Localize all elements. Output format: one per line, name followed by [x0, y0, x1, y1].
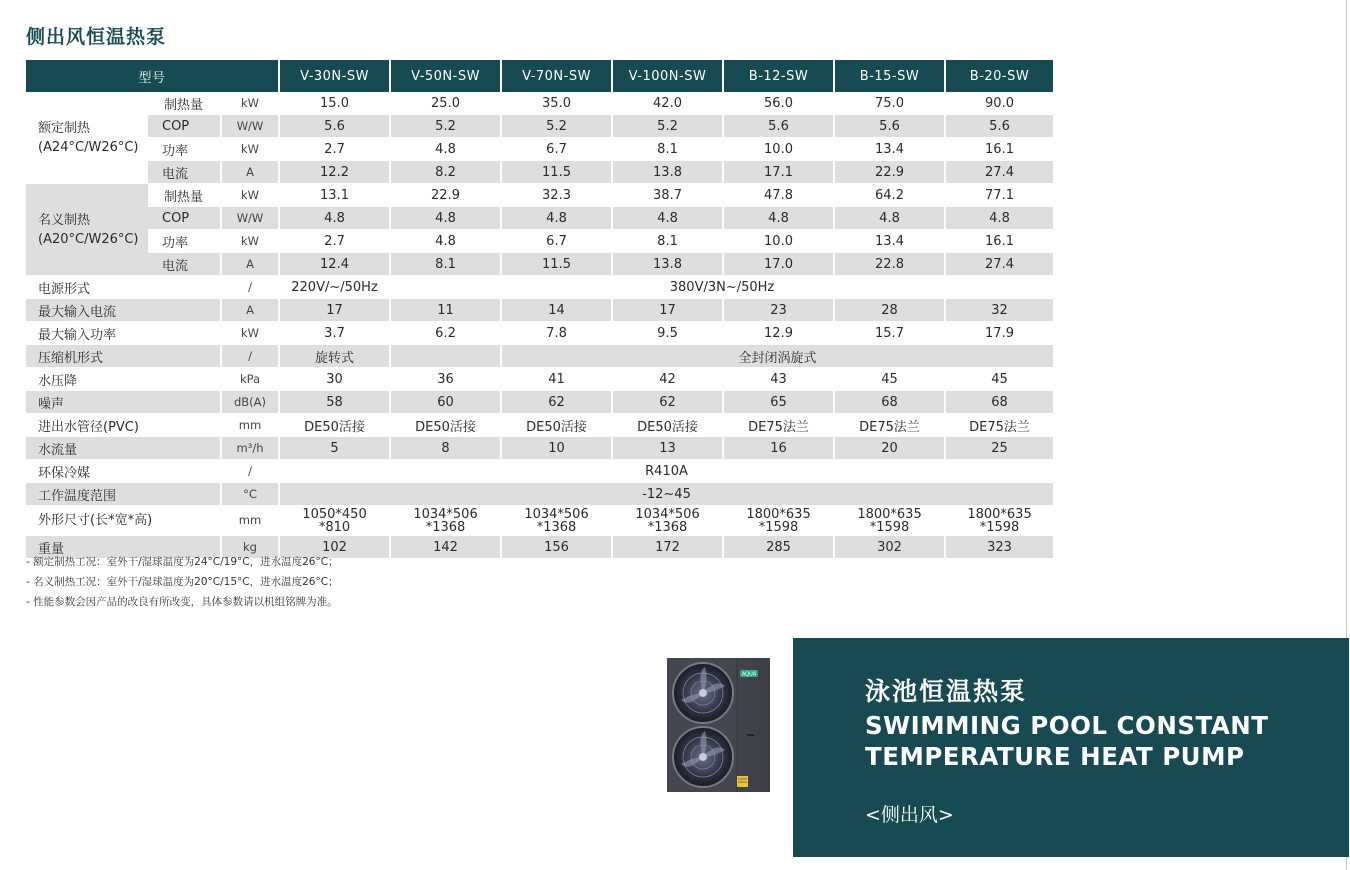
- cell: 8: [389, 437, 500, 460]
- cell: 12.4: [278, 253, 389, 276]
- row-label: 电源形式: [26, 276, 220, 299]
- banner-title-cn: 泳池恒温热泵: [865, 677, 1028, 706]
- cell: 64.2: [833, 184, 944, 207]
- cell: 17.9: [944, 322, 1053, 345]
- cell: DE50活接: [500, 414, 611, 437]
- cell: 68: [833, 391, 944, 414]
- product-banner: [793, 638, 1349, 857]
- cell: 5.2: [389, 115, 500, 138]
- cell: 16.1: [944, 138, 1053, 161]
- cell: 45: [944, 368, 1053, 391]
- cell: 62: [500, 391, 611, 414]
- cell: 17: [278, 299, 389, 322]
- row-unit: A: [220, 299, 278, 322]
- row-unit: kW: [220, 184, 278, 207]
- cell: 302: [833, 536, 944, 559]
- row-unit: kW: [220, 92, 278, 115]
- cell: 36: [389, 368, 500, 391]
- cell: 4.8: [611, 207, 722, 230]
- table-row-refrigerant: [26, 460, 1053, 483]
- row-label: 水流量: [26, 437, 220, 460]
- cell: 22.9: [389, 184, 500, 207]
- cell: 41: [500, 368, 611, 391]
- cell: 16.1: [944, 230, 1053, 253]
- cell: 12.9: [722, 322, 833, 345]
- row-unit: W/W: [220, 207, 278, 230]
- cell: 8.1: [389, 253, 500, 276]
- row-label: 电流: [148, 161, 220, 184]
- row-unit: /: [220, 460, 278, 483]
- cell: 13.4: [833, 138, 944, 161]
- fan-icon: [673, 663, 733, 723]
- table-row-power-supply: [26, 276, 1053, 299]
- row-label: 最大输入功率: [26, 322, 220, 345]
- cell: 60: [389, 391, 500, 414]
- row-label: COP: [148, 115, 220, 138]
- table-row: [26, 299, 1053, 322]
- cell: 5.6: [722, 115, 833, 138]
- row-label: 工作温度范围: [26, 483, 220, 506]
- footnote: - 额定制热工况：室外干/湿球温度为24°C/19°C，进水温度26°C；: [26, 556, 339, 568]
- dim-line: *810: [318, 519, 351, 535]
- cell: 2.7: [278, 138, 389, 161]
- header-model: B-20-SW: [944, 60, 1053, 92]
- banner-title-en: [865, 710, 1269, 772]
- cell: 285: [722, 536, 833, 559]
- row-unit: kPa: [220, 368, 278, 391]
- row-unit: A: [220, 253, 278, 276]
- cell: DE75法兰: [722, 414, 833, 437]
- cell: 13: [611, 437, 722, 460]
- cell-merged: -12~45: [278, 483, 1053, 506]
- cell: 16: [722, 437, 833, 460]
- row-unit: kW: [220, 322, 278, 345]
- row-unit: m³/h: [220, 437, 278, 460]
- table-row: [26, 391, 1053, 414]
- cell: 47.8: [722, 184, 833, 207]
- cell: 32: [944, 299, 1053, 322]
- dim-line: 1800*635: [967, 506, 1032, 522]
- dim-line: 1034*506: [413, 506, 478, 522]
- cell: [944, 506, 1053, 536]
- cell: 4.8: [722, 207, 833, 230]
- cell: [611, 506, 722, 536]
- cell: DE50活接: [611, 414, 722, 437]
- cell: 20: [833, 437, 944, 460]
- cell: 35.0: [500, 92, 611, 115]
- dim-line: 1800*635: [857, 506, 922, 522]
- cell: 4.8: [389, 207, 500, 230]
- cell: 42: [611, 368, 722, 391]
- cell: 6.7: [500, 138, 611, 161]
- row-unit: /: [220, 345, 278, 368]
- cell: 8.2: [389, 161, 500, 184]
- cell: 旋转式: [278, 345, 389, 368]
- header-model: V-30N-SW: [278, 60, 389, 92]
- cell: 5.2: [611, 115, 722, 138]
- cell: 4.8: [833, 207, 944, 230]
- cell: 102: [278, 536, 389, 559]
- cell: 65: [722, 391, 833, 414]
- dim-line: *1368: [425, 519, 466, 535]
- dim-line: 1800*635: [746, 506, 811, 522]
- cell: [722, 506, 833, 536]
- dim-line: 1034*506: [524, 506, 589, 522]
- cell: 17.0: [722, 253, 833, 276]
- table-row: [26, 437, 1053, 460]
- cell: 6.7: [500, 230, 611, 253]
- row-label: 水压降: [26, 368, 220, 391]
- cell: 7.8: [500, 322, 611, 345]
- dim-line: 1034*506: [635, 506, 700, 522]
- cell: 30: [278, 368, 389, 391]
- cell: 62: [611, 391, 722, 414]
- table-row: [26, 414, 1053, 437]
- row-label: 压缩机形式: [26, 345, 220, 368]
- cell: [833, 506, 944, 536]
- row-label: 制热量: [148, 184, 220, 207]
- row-label: 最大输入电流: [26, 299, 220, 322]
- header-model-label: 型号: [26, 60, 278, 92]
- cell: 5.2: [500, 115, 611, 138]
- row-unit: kW: [220, 230, 278, 253]
- cell: 27.4: [944, 161, 1053, 184]
- cell: 13.4: [833, 230, 944, 253]
- cell: 13.8: [611, 161, 722, 184]
- cell: [500, 506, 611, 536]
- cell: 9.5: [611, 322, 722, 345]
- row-label: COP: [148, 207, 220, 230]
- footnotes: [26, 552, 339, 612]
- cell: 68: [944, 391, 1053, 414]
- cell-merged: 380V/3N~/50Hz: [389, 276, 1053, 299]
- cell: DE50活接: [389, 414, 500, 437]
- cell: 4.8: [389, 230, 500, 253]
- cell: 4.8: [389, 138, 500, 161]
- header-model: B-15-SW: [833, 60, 944, 92]
- header-model: V-100N-SW: [611, 60, 722, 92]
- cell: 77.1: [944, 184, 1053, 207]
- dim-line: *1368: [647, 519, 688, 535]
- cell: 8.1: [611, 230, 722, 253]
- cell: 5.6: [833, 115, 944, 138]
- dim-line: *1598: [869, 519, 910, 535]
- row-unit: kW: [220, 138, 278, 161]
- cell: 32.3: [500, 184, 611, 207]
- heat-pump-unit-image: [667, 658, 770, 792]
- spec-table: [26, 60, 1053, 559]
- row-label: 功率: [148, 138, 220, 161]
- table-row: [26, 368, 1053, 391]
- table-row: [26, 253, 1053, 276]
- cell: 156: [500, 536, 611, 559]
- row-unit: mm: [220, 506, 278, 536]
- table-row: [26, 92, 1053, 115]
- footnote: - 名义制热工况：室外干/湿球温度为20°C/15°C，进水温度26°C；: [26, 576, 339, 588]
- cell: 22.9: [833, 161, 944, 184]
- cell: 13.1: [278, 184, 389, 207]
- row-unit: /: [220, 276, 278, 299]
- group-label-text: 名义制热 (A20°C/W26°C): [38, 212, 139, 247]
- cell: 8.1: [611, 138, 722, 161]
- cell: 11.5: [500, 253, 611, 276]
- table-row: [26, 230, 1053, 253]
- cell: DE75法兰: [833, 414, 944, 437]
- cell: 10.0: [722, 138, 833, 161]
- cell: 5: [278, 437, 389, 460]
- cell: 142: [389, 536, 500, 559]
- cell: 45: [833, 368, 944, 391]
- cell: DE50活接: [278, 414, 389, 437]
- header-model: V-70N-SW: [500, 60, 611, 92]
- row-label: 外形尺寸(长*宽*高): [26, 506, 220, 536]
- row-unit: W/W: [220, 115, 278, 138]
- cell: 4.8: [278, 207, 389, 230]
- cell: 10.0: [722, 230, 833, 253]
- cell: DE75法兰: [944, 414, 1053, 437]
- cell: 28: [833, 299, 944, 322]
- cell: 27.4: [944, 253, 1053, 276]
- cell: 25: [944, 437, 1053, 460]
- dim-line: *1598: [979, 519, 1020, 535]
- row-label: 功率: [148, 230, 220, 253]
- row-label: 电流: [148, 253, 220, 276]
- header-row: [26, 60, 1053, 92]
- cell: 5.6: [278, 115, 389, 138]
- cell: 90.0: [944, 92, 1053, 115]
- header-model: V-50N-SW: [389, 60, 500, 92]
- cell: 43: [722, 368, 833, 391]
- footnote: - 性能参数会因产品的改良有所改变，具体参数请以机组铭牌为准。: [26, 596, 338, 608]
- row-label: 噪声: [26, 391, 220, 414]
- row-label: 重量: [26, 536, 220, 559]
- table-row: [26, 184, 1053, 207]
- dim-line: *1598: [758, 519, 799, 535]
- cell: 5.6: [944, 115, 1053, 138]
- row-unit: mm: [220, 414, 278, 437]
- cell: 3.7: [278, 322, 389, 345]
- cell: 4.8: [500, 207, 611, 230]
- cell-merged: R410A: [278, 460, 1053, 483]
- cell: [389, 506, 500, 536]
- cell: 38.7: [611, 184, 722, 207]
- cell: 15.0: [278, 92, 389, 115]
- cell: 56.0: [722, 92, 833, 115]
- row-label: 进出水管径(PVC): [26, 414, 220, 437]
- cell: 6.2: [389, 322, 500, 345]
- row-unit: dB(A): [220, 391, 278, 414]
- row-label: 环保冷媒: [26, 460, 220, 483]
- table-row: [26, 161, 1053, 184]
- cell: 23: [722, 299, 833, 322]
- cell: 11: [389, 299, 500, 322]
- dim-line: 1050*450: [302, 506, 367, 522]
- banner-title-en-line2: TEMPERATURE HEAT PUMP: [865, 742, 1245, 771]
- cell: 172: [611, 536, 722, 559]
- page-title: 侧出风恒温热泵: [26, 26, 167, 48]
- cell: 12.2: [278, 161, 389, 184]
- cell: 25.0: [389, 92, 500, 115]
- cell: 15.7: [833, 322, 944, 345]
- cell: 4.8: [944, 207, 1053, 230]
- banner-subtitle: <侧出风>: [865, 804, 954, 826]
- banner-title-en-line1: SWIMMING POOL CONSTANT: [865, 711, 1269, 740]
- table-row: [26, 207, 1053, 230]
- cell: 17.1: [722, 161, 833, 184]
- fan-icon: [673, 727, 733, 787]
- cell: 42.0: [611, 92, 722, 115]
- cell: 14: [500, 299, 611, 322]
- cell: 323: [944, 536, 1053, 559]
- table-row-compressor: [26, 345, 1053, 368]
- cell: 17: [611, 299, 722, 322]
- dim-line: *1368: [536, 519, 577, 535]
- cell: [278, 506, 389, 536]
- cell: 11.5: [500, 161, 611, 184]
- cell: 13.8: [611, 253, 722, 276]
- brand-badge-text: AQUA: [741, 671, 757, 678]
- table-row: [26, 115, 1053, 138]
- cell: 2.7: [278, 230, 389, 253]
- cell-merged: 全封闭涡旋式: [500, 345, 1053, 368]
- table-row-temp-range: [26, 483, 1053, 506]
- row-unit: °C: [220, 483, 278, 506]
- cell: 22.8: [833, 253, 944, 276]
- group-label-text: 额定制热 (A24°C/W26°C): [38, 120, 139, 155]
- cell: 220V/~/50Hz: [278, 276, 389, 299]
- table-row: [26, 138, 1053, 161]
- cell: 58: [278, 391, 389, 414]
- row-label: 制热量: [148, 92, 220, 115]
- table-row-dimensions: [26, 506, 1053, 536]
- table-row: [26, 322, 1053, 345]
- header-model: B-12-SW: [722, 60, 833, 92]
- cell: 75.0: [833, 92, 944, 115]
- row-unit: A: [220, 161, 278, 184]
- warning-label: [737, 776, 748, 787]
- cell: 10: [500, 437, 611, 460]
- group-label-nominal: [26, 184, 148, 276]
- group-label-rated: [26, 92, 148, 184]
- cell: [389, 345, 500, 368]
- row-unit: kg: [220, 536, 278, 559]
